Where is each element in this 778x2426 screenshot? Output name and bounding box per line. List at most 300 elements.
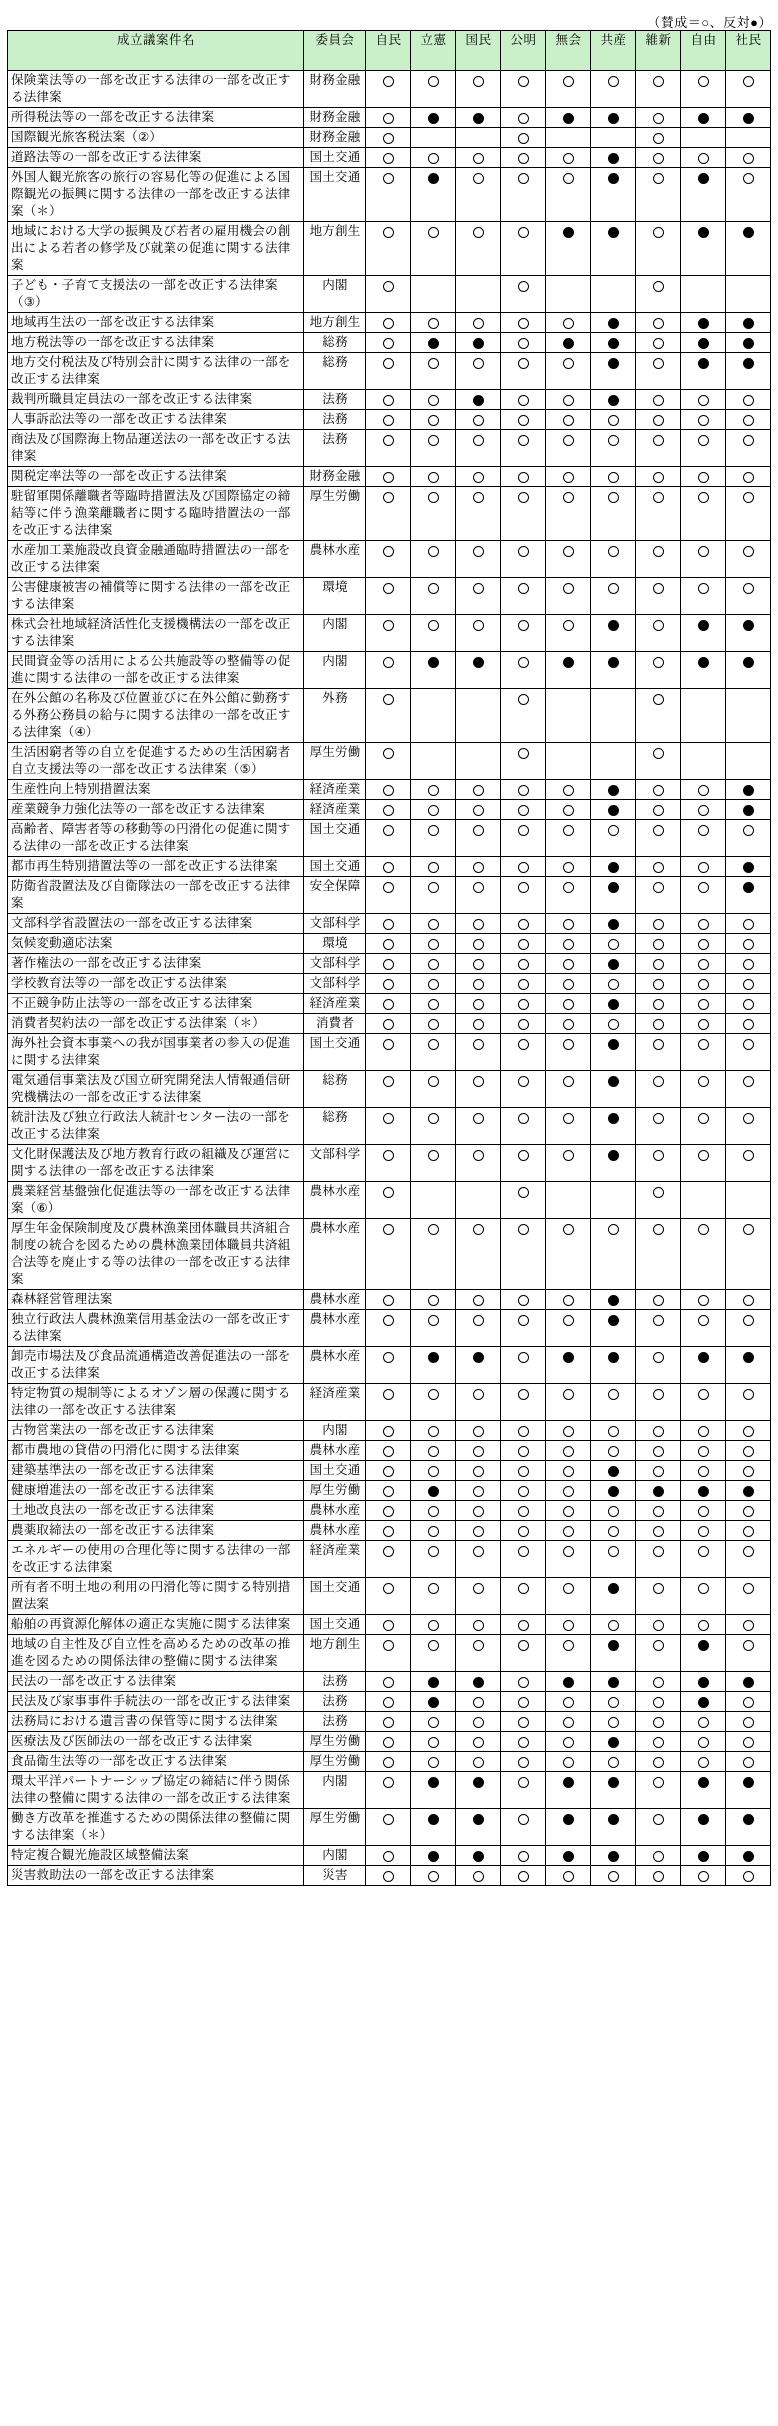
- vote-cell-kyosan: [591, 1578, 636, 1615]
- vote-cell-komei: [501, 71, 546, 108]
- table-row: [8, 1384, 771, 1421]
- vote-yes-icon: [383, 153, 394, 164]
- vote-yes-icon: [653, 1697, 664, 1708]
- vote-cell-ishin: [636, 1384, 681, 1421]
- vote-no-icon: [743, 318, 754, 329]
- bill-name-cell: 民間資金等の活用による公共施設等の整備等の促進に関する法律の一部を改正する法律案: [8, 652, 304, 689]
- committee-cell: 国土交通: [304, 820, 366, 857]
- vote-cell-kyosan: [591, 1441, 636, 1461]
- vote-no-icon: [608, 113, 619, 124]
- vote-no-icon: [698, 1814, 709, 1825]
- vote-yes-icon: [383, 1546, 394, 1557]
- committee-cell: 地方創生: [304, 222, 366, 276]
- vote-cell-jiyu: [681, 914, 726, 934]
- vote-cell-mukai: [546, 541, 591, 578]
- vote-cell-ishin: [636, 333, 681, 353]
- vote-yes-icon: [563, 1640, 574, 1651]
- committee-cell: 農林水産: [304, 1290, 366, 1310]
- vote-no-icon: [608, 1486, 619, 1497]
- vote-yes-icon: [743, 415, 754, 426]
- bill-name-cell: 都市農地の貸借の円滑化に関する法律案: [8, 1441, 304, 1461]
- vote-cell-jiyu: [681, 934, 726, 954]
- vote-cell-kyosan: [591, 1145, 636, 1182]
- vote-legend: （賛成＝○、反対●）: [647, 15, 772, 30]
- vote-cell-rikken: [411, 353, 456, 390]
- table-row: [8, 1182, 771, 1219]
- bill-name-cell: 民法の一部を改正する法律案: [8, 1672, 304, 1692]
- vote-cell-rikken: [411, 994, 456, 1014]
- vote-cell-mukai: [546, 1866, 591, 1886]
- vote-cell-rikken: [411, 1712, 456, 1732]
- vote-yes-icon: [653, 694, 664, 705]
- vote-cell-jimin: [366, 1692, 411, 1712]
- vote-cell-ishin: [636, 1672, 681, 1692]
- vote-cell-mukai: [546, 615, 591, 652]
- vote-no-icon: [473, 395, 484, 406]
- vote-cell-ishin: [636, 857, 681, 877]
- vote-cell-shamin: [726, 1615, 771, 1635]
- vote-cell-rikken: [411, 1846, 456, 1866]
- table-row: [8, 1108, 771, 1145]
- vote-yes-icon: [653, 1526, 664, 1537]
- vote-cell-shamin: [726, 914, 771, 934]
- vote-yes-icon: [608, 415, 619, 426]
- vote-cell-jiyu: [681, 353, 726, 390]
- vote-yes-icon: [383, 1150, 394, 1161]
- vote-cell-jimin: [366, 222, 411, 276]
- vote-cell-shamin: [726, 71, 771, 108]
- vote-yes-icon: [518, 1737, 529, 1748]
- header-party-kyosan: 共産: [591, 31, 636, 71]
- vote-yes-icon: [473, 1697, 484, 1708]
- vote-cell-mukai: [546, 276, 591, 313]
- vote-cell-komei: [501, 1615, 546, 1635]
- vote-no-icon: [563, 1851, 574, 1862]
- vote-no-icon: [428, 1677, 439, 1688]
- vote-cell-kokumin: [456, 1809, 501, 1846]
- vote-cell-shamin: [726, 487, 771, 541]
- vote-cell-komei: [501, 333, 546, 353]
- vote-cell-kyosan: [591, 1501, 636, 1521]
- table-row: [8, 1014, 771, 1034]
- vote-cell-mukai: [546, 1615, 591, 1635]
- vote-cell-ishin: [636, 1290, 681, 1310]
- vote-yes-icon: [383, 959, 394, 970]
- vote-yes-icon: [608, 1389, 619, 1400]
- vote-yes-icon: [563, 318, 574, 329]
- table-row: [8, 353, 771, 390]
- vote-no-icon: [608, 919, 619, 930]
- vote-yes-icon: [428, 318, 439, 329]
- vote-no-icon: [563, 113, 574, 124]
- vote-yes-icon: [383, 1113, 394, 1124]
- vote-cell-shamin: [726, 1521, 771, 1541]
- vote-cell-jimin: [366, 1481, 411, 1501]
- vote-cell-jimin: [366, 467, 411, 487]
- vote-cell-kokumin: [456, 974, 501, 994]
- vote-cell-ishin: [636, 467, 681, 487]
- vote-cell-rikken: [411, 578, 456, 615]
- vote-yes-icon: [653, 959, 664, 970]
- vote-yes-icon: [608, 76, 619, 87]
- vote-no-icon: [608, 1466, 619, 1477]
- vote-cell-jiyu: [681, 877, 726, 914]
- vote-cell-rikken: [411, 487, 456, 541]
- vote-yes-icon: [383, 805, 394, 816]
- vote-cell-komei: [501, 1310, 546, 1347]
- vote-cell-ishin: [636, 1014, 681, 1034]
- vote-yes-icon: [428, 492, 439, 503]
- vote-yes-icon: [518, 1150, 529, 1161]
- vote-cell-ishin: [636, 578, 681, 615]
- vote-yes-icon: [428, 1389, 439, 1400]
- vote-no-icon: [743, 1777, 754, 1788]
- vote-cell-kokumin: [456, 1182, 501, 1219]
- vote-cell-ishin: [636, 877, 681, 914]
- vote-yes-icon: [428, 1871, 439, 1882]
- vote-yes-icon: [608, 1019, 619, 1030]
- vote-yes-icon: [653, 1019, 664, 1030]
- vote-no-icon: [608, 173, 619, 184]
- table-row: [8, 954, 771, 974]
- vote-cell-jimin: [366, 390, 411, 410]
- vote-cell-kokumin: [456, 1732, 501, 1752]
- vote-cell-rikken: [411, 390, 456, 410]
- vote-yes-icon: [698, 1583, 709, 1594]
- vote-cell-shamin: [726, 333, 771, 353]
- vote-cell-kokumin: [456, 652, 501, 689]
- vote-cell-jiyu: [681, 1071, 726, 1108]
- vote-cell-rikken: [411, 877, 456, 914]
- vote-cell-jimin: [366, 780, 411, 800]
- vote-no-icon: [563, 227, 574, 238]
- vote-cell-kyosan: [591, 934, 636, 954]
- vote-cell-rikken: [411, 71, 456, 108]
- vote-cell-ishin: [636, 1219, 681, 1290]
- vote-cell-jimin: [366, 1461, 411, 1481]
- vote-cell-rikken: [411, 934, 456, 954]
- committee-cell: 内閣: [304, 1846, 366, 1866]
- committee-cell: 法務: [304, 390, 366, 410]
- vote-yes-icon: [473, 999, 484, 1010]
- vote-yes-icon: [383, 358, 394, 369]
- vote-yes-icon: [428, 1757, 439, 1768]
- vote-cell-kokumin: [456, 1310, 501, 1347]
- vote-cell-kokumin: [456, 430, 501, 467]
- vote-yes-icon: [383, 825, 394, 836]
- vote-yes-icon: [743, 1315, 754, 1326]
- vote-yes-icon: [473, 1526, 484, 1537]
- vote-cell-rikken: [411, 780, 456, 800]
- vote-no-icon: [608, 153, 619, 164]
- bill-name-cell: 食品衛生法等の一部を改正する法律案: [8, 1752, 304, 1772]
- vote-yes-icon: [428, 1224, 439, 1235]
- committee-cell: 消費者: [304, 1014, 366, 1034]
- vote-no-icon: [608, 1583, 619, 1594]
- vote-yes-icon: [473, 318, 484, 329]
- vote-no-icon: [608, 1150, 619, 1161]
- vote-yes-icon: [428, 472, 439, 483]
- vote-cell-kyosan: [591, 1752, 636, 1772]
- vote-yes-icon: [608, 825, 619, 836]
- vote-yes-icon: [653, 1389, 664, 1400]
- vote-yes-icon: [428, 939, 439, 950]
- vote-no-icon: [608, 959, 619, 970]
- vote-yes-icon: [473, 415, 484, 426]
- committee-cell: 財務金融: [304, 71, 366, 108]
- committee-cell: 内閣: [304, 615, 366, 652]
- vote-cell-jiyu: [681, 820, 726, 857]
- vote-no-icon: [563, 338, 574, 349]
- bill-name-cell: 防衛省設置法及び自衛隊法の一部を改正する法律案: [8, 877, 304, 914]
- vote-yes-icon: [518, 415, 529, 426]
- bill-name-cell: 地方交付税法及び特別会計に関する法律の一部を改正する法律案: [8, 353, 304, 390]
- committee-cell: 法務: [304, 430, 366, 467]
- vote-cell-ishin: [636, 800, 681, 820]
- vote-yes-icon: [428, 979, 439, 990]
- vote-cell-shamin: [726, 934, 771, 954]
- table-row: [8, 857, 771, 877]
- vote-cell-jimin: [366, 1347, 411, 1384]
- vote-yes-icon: [383, 1814, 394, 1825]
- vote-cell-ishin: [636, 994, 681, 1014]
- vote-no-icon: [743, 1814, 754, 1825]
- vote-yes-icon: [698, 1757, 709, 1768]
- vote-cell-jimin: [366, 1071, 411, 1108]
- vote-cell-jiyu: [681, 1635, 726, 1672]
- vote-yes-icon: [473, 76, 484, 87]
- vote-cell-komei: [501, 1182, 546, 1219]
- vote-cell-komei: [501, 652, 546, 689]
- vote-yes-icon: [518, 395, 529, 406]
- vote-yes-icon: [743, 1389, 754, 1400]
- vote-cell-rikken: [411, 1034, 456, 1071]
- vote-yes-icon: [518, 1640, 529, 1651]
- vote-yes-icon: [698, 825, 709, 836]
- bill-name-cell: 環太平洋パートナーシップ協定の締結に伴う関係法律の整備に関する法律の一部を改正する法律案: [8, 1772, 304, 1809]
- vote-yes-icon: [743, 1620, 754, 1631]
- vote-cell-kokumin: [456, 743, 501, 780]
- vote-cell-kyosan: [591, 390, 636, 410]
- vote-cell-ishin: [636, 1635, 681, 1672]
- vote-cell-komei: [501, 1290, 546, 1310]
- vote-no-icon: [608, 882, 619, 893]
- vote-yes-icon: [608, 1546, 619, 1557]
- bill-name-cell: 地域の自主性及び自立性を高めるための改革の推進を図るための関係法律の整備に関する法律案: [8, 1635, 304, 1672]
- vote-cell-kyosan: [591, 410, 636, 430]
- vote-cell-jimin: [366, 1772, 411, 1809]
- vote-yes-icon: [653, 1777, 664, 1788]
- vote-cell-shamin: [726, 1310, 771, 1347]
- vote-cell-mukai: [546, 652, 591, 689]
- vote-cell-komei: [501, 689, 546, 743]
- vote-cell-kokumin: [456, 1712, 501, 1732]
- vote-yes-icon: [518, 472, 529, 483]
- vote-cell-ishin: [636, 820, 681, 857]
- table-row: [8, 333, 771, 353]
- vote-cell-kokumin: [456, 1421, 501, 1441]
- vote-cell-komei: [501, 1521, 546, 1541]
- vote-yes-icon: [563, 546, 574, 557]
- vote-yes-icon: [518, 1757, 529, 1768]
- table-row: [8, 1290, 771, 1310]
- vote-cell-jiyu: [681, 1752, 726, 1772]
- vote-no-icon: [698, 113, 709, 124]
- vote-cell-jimin: [366, 934, 411, 954]
- vote-yes-icon: [563, 1737, 574, 1748]
- vote-cell-ishin: [636, 689, 681, 743]
- vote-no-icon: [743, 1851, 754, 1862]
- vote-cell-jimin: [366, 1635, 411, 1672]
- bill-name-cell: 裁判所職員定員法の一部を改正する法律案: [8, 390, 304, 410]
- vote-no-icon: [608, 1777, 619, 1788]
- vote-yes-icon: [518, 919, 529, 930]
- vote-yes-icon: [653, 546, 664, 557]
- vote-cell-mukai: [546, 877, 591, 914]
- vote-cell-kyosan: [591, 689, 636, 743]
- vote-cell-ishin: [636, 1615, 681, 1635]
- vote-yes-icon: [743, 1113, 754, 1124]
- vote-yes-icon: [653, 1546, 664, 1557]
- vote-yes-icon: [518, 1546, 529, 1557]
- vote-no-icon: [563, 1352, 574, 1363]
- vote-cell-ishin: [636, 974, 681, 994]
- vote-yes-icon: [608, 1224, 619, 1235]
- vote-cell-rikken: [411, 1108, 456, 1145]
- vote-yes-icon: [383, 620, 394, 631]
- vote-yes-icon: [563, 395, 574, 406]
- vote-cell-komei: [501, 430, 546, 467]
- vote-no-icon: [698, 227, 709, 238]
- vote-cell-rikken: [411, 1481, 456, 1501]
- vote-cell-shamin: [726, 877, 771, 914]
- vote-no-icon: [473, 1777, 484, 1788]
- vote-yes-icon: [698, 805, 709, 816]
- vote-yes-icon: [473, 1150, 484, 1161]
- vote-cell-kyosan: [591, 1866, 636, 1886]
- vote-cell-shamin: [726, 1809, 771, 1846]
- vote-yes-icon: [743, 1546, 754, 1557]
- table-row: [8, 276, 771, 313]
- committee-cell: 農林水産: [304, 1501, 366, 1521]
- vote-cell-komei: [501, 615, 546, 652]
- vote-no-icon: [698, 1640, 709, 1651]
- vote-no-icon: [608, 1039, 619, 1050]
- bill-name-cell: 地域再生法の一部を改正する法律案: [8, 313, 304, 333]
- vote-cell-rikken: [411, 615, 456, 652]
- vote-cell-jiyu: [681, 1219, 726, 1290]
- vote-yes-icon: [653, 657, 664, 668]
- vote-yes-icon: [653, 1814, 664, 1825]
- vote-cell-kyosan: [591, 430, 636, 467]
- table-row: [8, 578, 771, 615]
- committee-cell: 国土交通: [304, 1578, 366, 1615]
- vote-cell-jiyu: [681, 1347, 726, 1384]
- bill-name-cell: 土地改良法の一部を改正する法律案: [8, 1501, 304, 1521]
- table-row: [8, 877, 771, 914]
- vote-cell-kokumin: [456, 800, 501, 820]
- vote-cell-jimin: [366, 1290, 411, 1310]
- vote-yes-icon: [608, 435, 619, 446]
- committee-cell: 農林水産: [304, 1182, 366, 1219]
- vote-no-icon: [698, 1486, 709, 1497]
- vote-cell-jimin: [366, 877, 411, 914]
- vote-cell-komei: [501, 1672, 546, 1692]
- vote-cell-rikken: [411, 914, 456, 934]
- vote-cell-ishin: [636, 1501, 681, 1521]
- vote-yes-icon: [563, 1076, 574, 1087]
- vote-yes-icon: [698, 153, 709, 164]
- vote-cell-rikken: [411, 1809, 456, 1846]
- vote-yes-icon: [743, 76, 754, 87]
- vote-cell-shamin: [726, 390, 771, 410]
- committee-cell: 農林水産: [304, 1521, 366, 1541]
- vote-yes-icon: [653, 1150, 664, 1161]
- vote-cell-komei: [501, 743, 546, 780]
- vote-yes-icon: [428, 825, 439, 836]
- vote-cell-jiyu: [681, 108, 726, 128]
- table-row: [8, 541, 771, 578]
- vote-cell-shamin: [726, 1501, 771, 1521]
- vote-yes-icon: [698, 999, 709, 1010]
- committee-cell: 内閣: [304, 276, 366, 313]
- vote-cell-ishin: [636, 1712, 681, 1732]
- vote-yes-icon: [653, 492, 664, 503]
- vote-cell-kyosan: [591, 276, 636, 313]
- vote-yes-icon: [653, 1039, 664, 1050]
- vote-yes-icon: [383, 1757, 394, 1768]
- vote-yes-icon: [743, 1737, 754, 1748]
- vote-yes-icon: [473, 959, 484, 970]
- vote-cell-mukai: [546, 1732, 591, 1752]
- vote-yes-icon: [743, 1583, 754, 1594]
- vote-no-icon: [428, 338, 439, 349]
- vote-cell-ishin: [636, 1578, 681, 1615]
- vote-cell-mukai: [546, 1421, 591, 1441]
- vote-cell-jiyu: [681, 1521, 726, 1541]
- vote-yes-icon: [608, 1757, 619, 1768]
- vote-yes-icon: [608, 939, 619, 950]
- vote-cell-kyosan: [591, 1014, 636, 1034]
- vote-cell-shamin: [726, 108, 771, 128]
- vote-yes-icon: [698, 395, 709, 406]
- bill-name-cell: 産業競争力強化法等の一部を改正する法律案: [8, 800, 304, 820]
- legend-row: [0, 0, 778, 30]
- bill-name-cell: 古物営業法の一部を改正する法律案: [8, 1421, 304, 1441]
- vote-yes-icon: [653, 1187, 664, 1198]
- vote-no-icon: [608, 338, 619, 349]
- vote-yes-icon: [428, 358, 439, 369]
- bill-name-cell: 所得税法等の一部を改正する法律案: [8, 108, 304, 128]
- vote-cell-shamin: [726, 780, 771, 800]
- vote-yes-icon: [518, 1851, 529, 1862]
- vote-cell-mukai: [546, 148, 591, 168]
- vote-yes-icon: [743, 395, 754, 406]
- vote-yes-icon: [518, 1352, 529, 1363]
- vote-yes-icon: [653, 113, 664, 124]
- vote-yes-icon: [428, 546, 439, 557]
- vote-yes-icon: [473, 435, 484, 446]
- committee-cell: 内閣: [304, 1772, 366, 1809]
- vote-yes-icon: [653, 805, 664, 816]
- committee-cell: 厚生労働: [304, 743, 366, 780]
- vote-cell-komei: [501, 276, 546, 313]
- vote-cell-jimin: [366, 1441, 411, 1461]
- bill-name-cell: 都市再生特別措置法等の一部を改正する法律案: [8, 857, 304, 877]
- vote-no-icon: [473, 338, 484, 349]
- vote-yes-icon: [383, 318, 394, 329]
- vote-cell-ishin: [636, 1461, 681, 1481]
